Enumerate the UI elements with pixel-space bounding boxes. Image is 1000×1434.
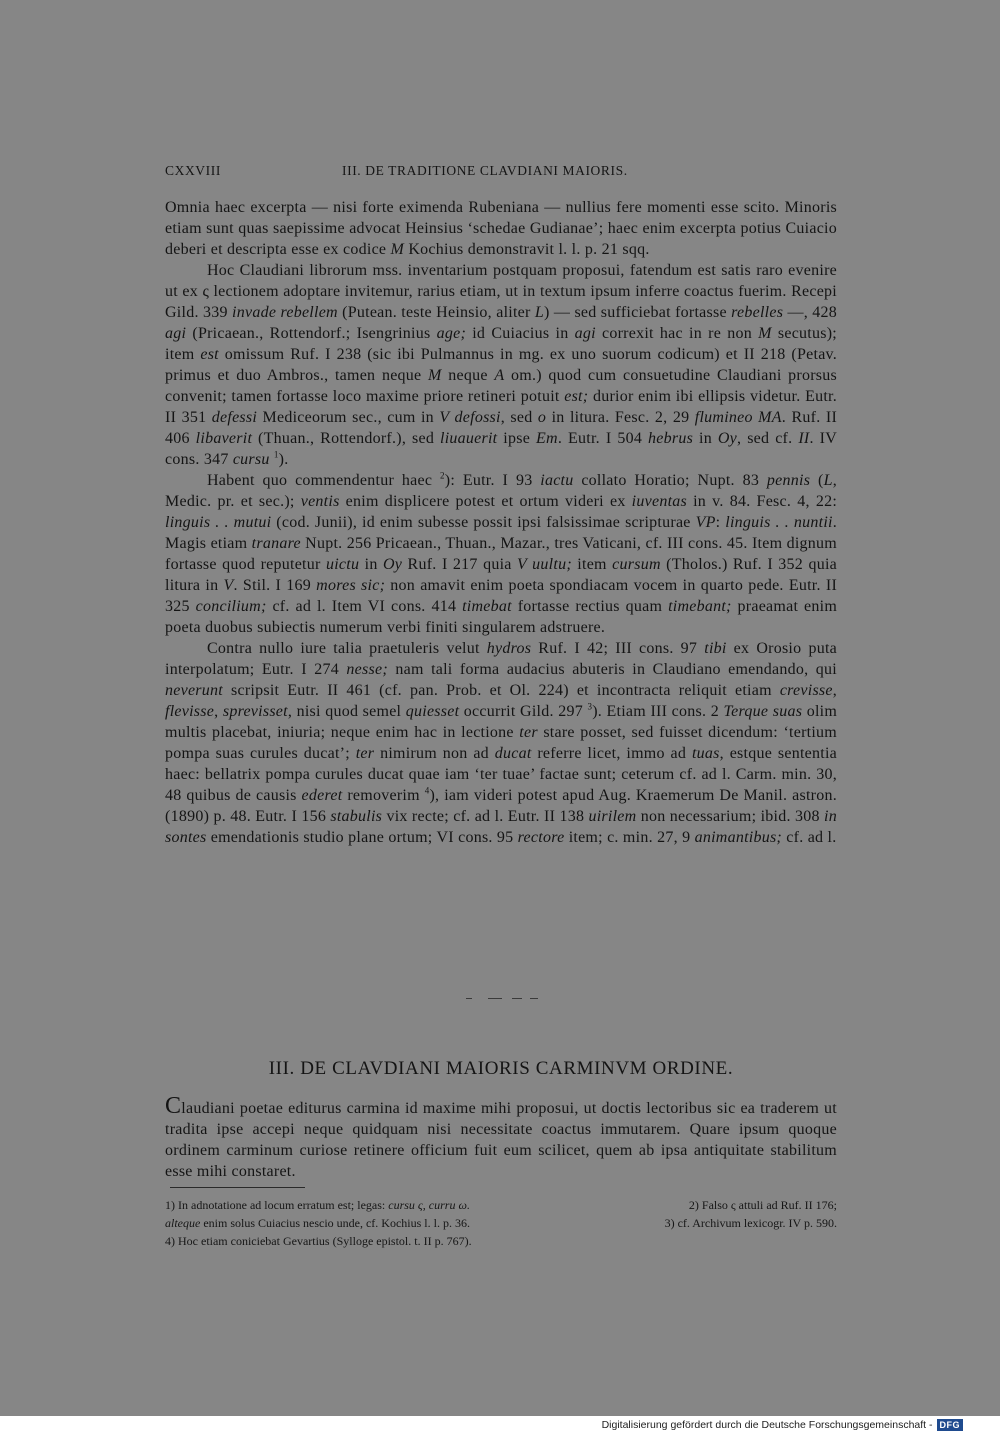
footnote-line-1 [165, 1196, 837, 1214]
credit-text: Digitalisierung gefördert durch die Deutsche Forschungsgemeinschaft - [601, 1419, 933, 1431]
drop-cap: C [165, 1093, 182, 1119]
footnote-1-text: 1) In adnotatione ad locum erratum est; legas: [165, 1198, 389, 1212]
running-header [165, 163, 837, 183]
section-text [165, 1093, 837, 1182]
footnote-1-rest: enim solus Cuiacius nescio unde, cf. Kochius l. l. p. 36. [200, 1216, 470, 1230]
footnote-1-word: alteque [165, 1216, 201, 1230]
footnote-3: 3) cf. Archivum lexicogr. IV p. 590. [664, 1216, 837, 1230]
paragraph-2: Hoc Claudiani librorum mss. inventarium postquam proposui, fatendum est satis raro evenire ut ex ς lectionem adoptare invitemur, rarius etiam, ut in textum ipsum inferre coactus fuerim. Recepi Gild. 339 invade rebellem (Putean. teste Heinsio, aliter L) — sed sufficiebat fortasse rebelles —, 428 agi (Pricaean., Rottendorf.; Isengrinius age; id Cuiacius in agi correxit hac in re non M secutus); item est omissum Ruf. I 238 (sic ibi Pulmannus in mg. ex uno suorum codicum) et II 218 (Petav. primus et duo Ambros., tamen neque M neque A om.) quod cum consuetudine Claudiani prorsus convenit; tamen fortasse loco maxime priore retineri potuit est; durior enim ibi ellipsis videtur. Eutr. II 351 defessi Mediceorum sec., cum in V defossi, sed o in litura. Fesc. 2, 29 flumineo MA. Ruf. II 406 libaverit (Thuan., Rottendorf.), sed liuauerit ipse Em. Eutr. I 504 hebrus in Oy, sed cf. II. IV cons. 347 cursu $^1$). [165, 262, 838, 468]
footnote-line-2 [165, 1214, 837, 1232]
section-paragraph-text: laudiani poetae editurus carmina id maxime mihi proposui, ut doctis lectoribus sic ea traderem ut tradita ipse accepi neque quidquam nisi necessitate coactus immutarem. Quare ipsum quoque ordinem carminum curiose retinere officium fuit eum scilicet, quem ab ipsa antiquitate stabilitum esse mihi constaret. [165, 1100, 837, 1180]
footnotes [165, 1196, 837, 1250]
footnote-4: 4) Hoc etiam coniciebat Gevartius (Sylloge epistol. t. II p. 767). [165, 1234, 472, 1248]
footnote-2: 2) Falso ς attuli ad Ruf. II 176; [688, 1198, 837, 1212]
funding-credit [602, 1418, 963, 1432]
section-title: III. DE CLAVDIANI MAIORIS CARMINVM ORDINE. [268, 1058, 734, 1079]
section-paragraph [165, 1093, 837, 1182]
paragraph-3: Habent quo commendentur haec $^2$): Eutr. I 93 iactu collato Horatio; Nupt. 83 pennis (L, Medic. pr. et sec.); ventis enim displicere potest et ortum videri ex iuventas in v. 84. Fesc. 4, 22: linguis . . mutui (cod. Junii), id enim subesse possit ipsi falsissimae scripturae VP: linguis . . nuntii. Magis etiam tranare Nupt. 256 Pricaean., Thuan., Mazar., tres Vaticani, cf. III cons. 45. Item dignum fortasse quod reputetur uictu in Oy Ruf. I 217 quia V uultu; item cursum (Tholos.) Ruf. I 352 quia litura in V. Stil. I 169 mores sic; non amavit enim poeta spondiacam vocem in quarto pede. Eutr. II 325 concilium; cf. ad l. Item VI cons. 414 timebat fortasse rectius quam timebant; praeamat enim poeta duobus subiectis numerum verbi finiti singularem adstruere. [165, 470, 838, 636]
footnote-rule [170, 1187, 305, 1188]
section-divider [466, 998, 546, 1000]
footnote-1-continued [165, 1214, 470, 1232]
footnote-line-3 [165, 1232, 837, 1250]
running-title: III. DE TRADITIONE CLAVDIANI MAIORIS. [342, 163, 628, 178]
paragraph-1: Omnia haec excerpta — nisi forte eximenda Rubeniana — nullius fere momenti esse scito. Minoris etiam sunt quas saepissime advocat Heinsius ‘schedae Gudianae’; haec enim excerpta potius Cuiacio deberi et descripta esse ex codice M Kochius demonstravit l. l. p. 21 sqq. [165, 199, 837, 258]
page-number: CXXVIII [165, 163, 221, 178]
dfg-logo: DFG [937, 1419, 964, 1431]
main-text [165, 197, 837, 848]
footnote-1-readings: cursu ς, curru ω. [388, 1198, 470, 1212]
footnote-1 [165, 1196, 470, 1214]
paragraph-4: Contra nullo iure talia praetuleris velut hydros Ruf. I 42; III cons. 97 tibi ex Orosio puta interpolatum; Eutr. I 274 nesse; nam tali forma audacius abuteris in Claudiano emendando, qui neverunt scripsit Eutr. II 461 (cf. pan. Prob. et Ol. 224) et incontracta reliquit etiam crevisse, flevisse, sprevisset, nisi quod semel quiesset occurrit Gild. 297 $^3$). Etiam III cons. 2 Terque suas olim multis placebat, iniuria; neque enim hac in lectione ter stare posset, sed fuisset dicendum: ‘tertium pompa suas curules ducat’; ter nimirum non ad ducat referre licet, immo ad tuas, estque sententia haec: bellatrix pompa curules ducat quae iam ‘ter tuae’ factae sunt; ceterum cf. ad l. Carm. min. 30, 48 quibus de causis ederet removerim $^4$), iam videri potest apud Aug. Kraemerum De Manil. astron. (1890) p. 48. Eutr. I 156 stabulis vix recte; cf. ad l. Eutr. II 138 uirilem non necessarium; ibid. 308 in sontes emendationis studio plane ortum; VI cons. 95 rectore item; c. min. 27, 9 animantibus; cf. ad l. [165, 640, 838, 846]
